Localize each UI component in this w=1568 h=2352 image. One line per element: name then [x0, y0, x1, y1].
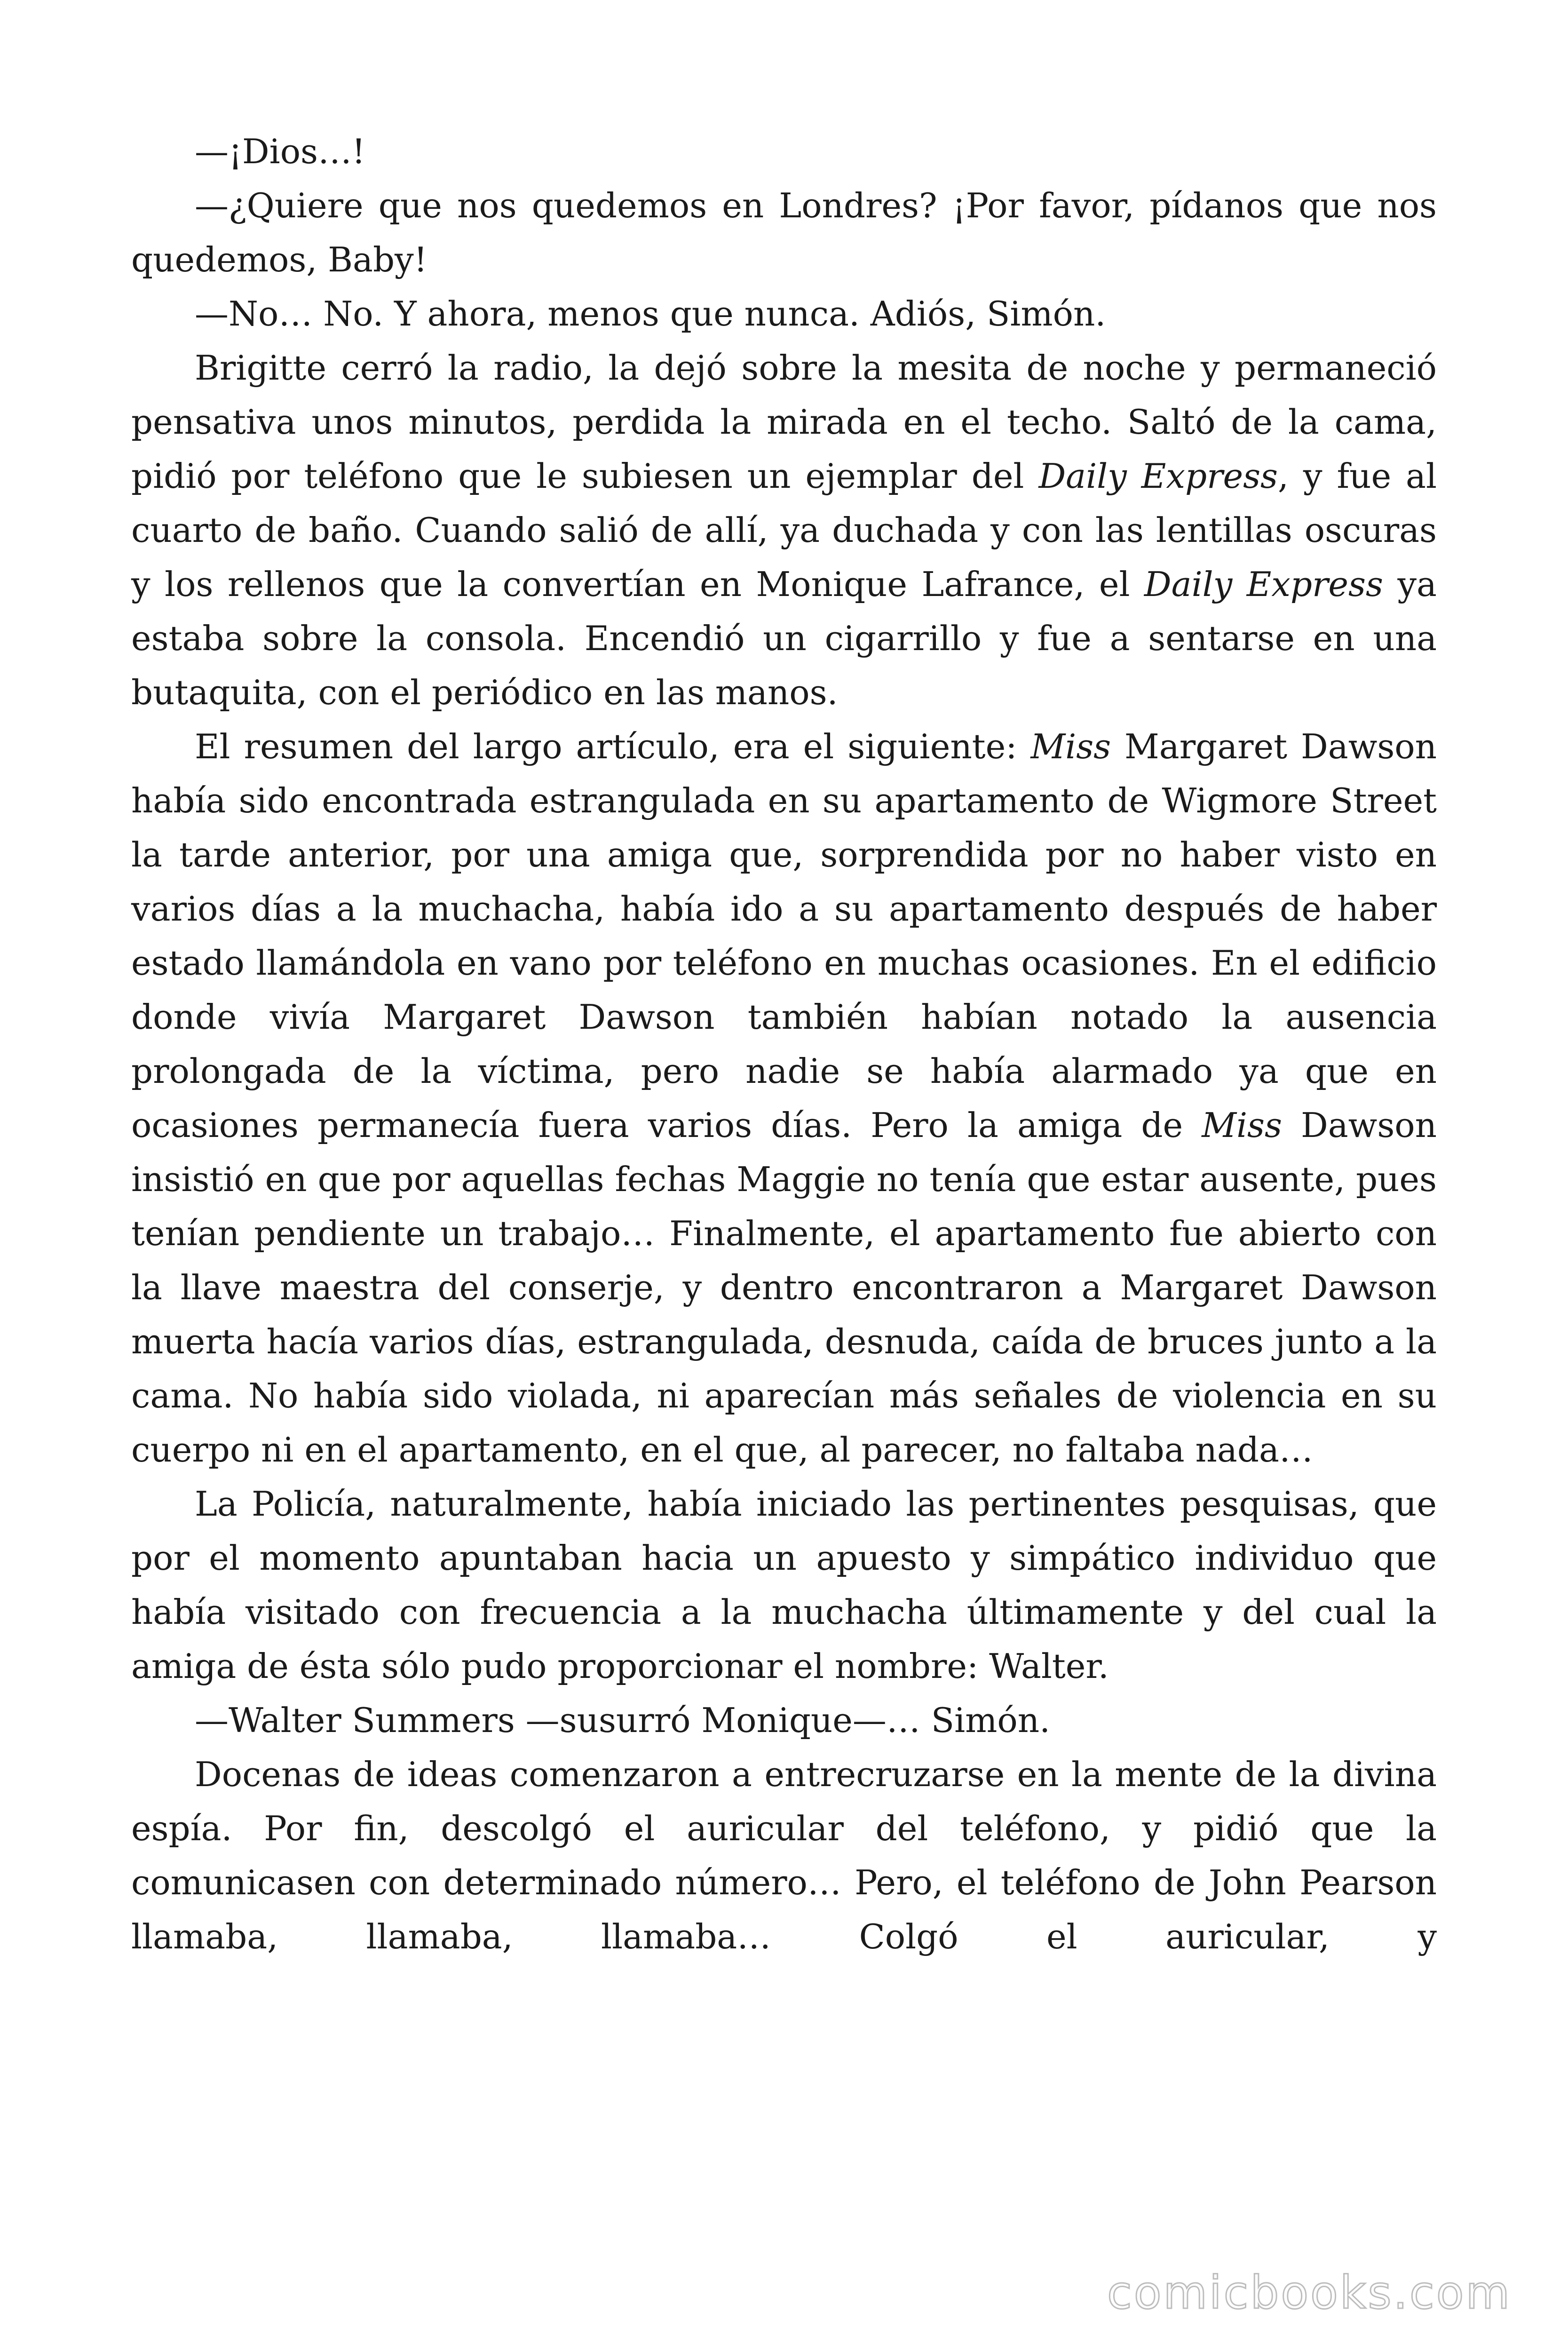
book-page-text — [131, 125, 1437, 1964]
text-run: ya estaba sobre la consola. Encendió un cigarrillo y fue a sentarse en una butaquita, con el periódico en las manos. — [131, 564, 1437, 712]
newspaper-title: Daily Express — [1144, 564, 1383, 604]
paragraph-8 — [131, 1748, 1437, 1964]
text-run: Docenas de ideas comenzaron a entrecruzarse en la mente de la divina espía. Por fin, descolgó el auricular del teléfono, y pidió que la comunicasen con determinado número… Pero, el teléfono de John Pearson llamaba, llamaba, llamaba… Colgó el auricular, y — [131, 1755, 1437, 1956]
paragraph-3 — [131, 287, 1437, 341]
newspaper-title: Daily Express — [1038, 456, 1278, 496]
paragraph-6 — [131, 1477, 1437, 1693]
text-run: —No… No. Y ahora, menos que nunca. Adiós, Simón. — [195, 294, 1106, 334]
italic-word: Miss — [1030, 727, 1111, 766]
text-run: —Walter Summers —susurró Monique—… Simón. — [195, 1700, 1051, 1740]
text-run: , y fue al cuarto de baño. Cuando salió de allí, ya duchada y con las lentillas oscuras y los rellenos que la convertían en Monique Lafrance, el — [131, 456, 1437, 604]
text-run: —¡Dios…! — [195, 132, 365, 171]
paragraph-1 — [131, 125, 1437, 179]
text-run: Brigitte cerró la radio, la dejó sobre la mesita de noche y permaneció pensativa unos minutos, perdida la mirada en el techo. Saltó de la cama, pidió por teléfono que le subiesen un ejemplar del — [131, 348, 1437, 496]
text-run: El resumen del largo artículo, era el siguiente: — [195, 727, 1031, 766]
text-run: —¿Quiere que nos quedemos en Londres? ¡Por favor, pídanos que nos quedemos, Baby! — [131, 186, 1437, 279]
paragraph-2 — [131, 179, 1437, 287]
text-run: La Policía, naturalmente, había iniciado las pertinentes pesquisas, que por el momento apuntaban hacia un apuesto y simpático individuo que había visitado con frecuencia a la muchacha últimamente y del cual la amiga de ésta sólo pudo proporcionar el nombre: Walter. — [131, 1484, 1437, 1686]
paragraph-5 — [131, 720, 1437, 1477]
italic-word: Miss — [1202, 1105, 1282, 1145]
paragraph-4 — [131, 341, 1437, 720]
watermark: comicbooks.com — [1107, 2266, 1512, 2319]
paragraph-7 — [131, 1693, 1437, 1748]
text-run: Margaret Dawson había sido encontrada estrangulada en su apartamento de Wigmore Street la tarde anterior, por una amiga que, sorprendida por no haber visto en varios días a la muchacha, había ido a su apartamento después de haber estado llamándola en vano por teléfono en muchas ocasiones. En el edificio donde vivía Margaret Dawson también habían notado la ausencia prolongada de la víctima, pero nadie se había alarmado ya que en ocasiones permanecía fuera varios días. Pero la amiga de — [131, 727, 1437, 1145]
text-run: Dawson insistió en que por aquellas fechas Maggie no tenía que estar ausente, pues tenían pendiente un trabajo… Finalmente, el apartamento fue abierto con la llave maestra del conserje, y dentro encontraron a Margaret Dawson muerta hacía varios días, estrangulada, desnuda, caída de bruces junto a la cama. No había sido violada, ni aparecían más señales de violencia en su cuerpo ni en el apartamento, en el que, al parecer, no faltaba nada… — [131, 1105, 1437, 1470]
